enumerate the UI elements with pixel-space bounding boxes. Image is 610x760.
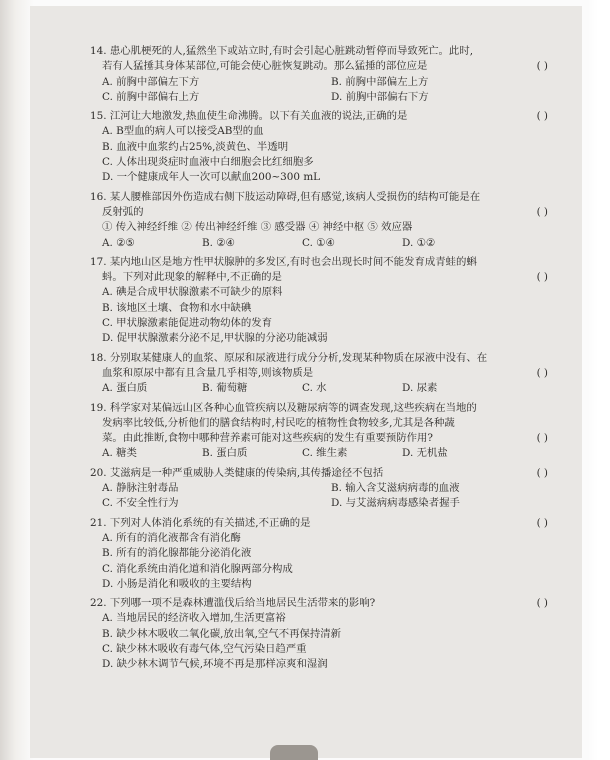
option: D. 一个健康成年人一次可以献血200~300 mL — [102, 171, 321, 184]
option: C. 缺少林木吸收有毒气体,空气污染日趋严重 — [102, 642, 307, 655]
question-stem-line: 菜。由此推断,食物中哪种营养素可能对这些疾病的发生有重要预防作用? ( ) — [90, 431, 560, 446]
option: B. 蛋白质 — [202, 447, 248, 460]
question-stem-line: 发病率比较低,分析他们的膳食结构时,村民吃的植物性食物较多,尤其是各种蔬 — [102, 416, 455, 429]
option: A. 静脉注射毒品 — [102, 482, 179, 495]
option: C. 消化系统由消化道和消化腺两部分构成 — [102, 562, 293, 575]
option: B. 缺少林木吸收二氧化碳,放出氧,空气不再保持清新 — [102, 627, 342, 640]
question-17 — [90, 255, 560, 347]
answer-bracket: ( ) — [536, 110, 548, 123]
option: C. 维生素 — [302, 447, 348, 460]
option: A. 所有的消化液都含有消化酶 — [102, 531, 241, 544]
option: A. 前胸中部偏左下方 — [102, 75, 200, 88]
answer-bracket: ( ) — [536, 366, 548, 379]
question-16 — [90, 190, 560, 251]
option: D. 缺少林木调节气候,环境不再是那样凉爽和湿润 — [102, 658, 328, 671]
option: C. 水 — [302, 382, 327, 395]
option: D. 促甲状腺激素分泌不足,甲状腺的分泌功能减弱 — [102, 332, 328, 345]
option: B. ②④ — [202, 236, 235, 249]
question-20 — [90, 466, 560, 512]
option: D. ①② — [402, 236, 436, 249]
question-stem-line: 20. 艾滋病是一种严重威胁人类健康的传染病,其传播途径不包括 ( ) — [90, 466, 560, 481]
question-15 — [90, 109, 560, 185]
option: B. 葡萄糖 — [202, 382, 248, 395]
options — [90, 481, 560, 512]
option: A. 糖类 — [102, 447, 137, 460]
question-stem-line: 22. 下列哪一项不是森林遭滥伐后给当地居民生活带来的影响? ( ) — [90, 596, 560, 611]
options — [90, 236, 560, 251]
options — [90, 381, 560, 396]
answer-bracket: ( ) — [536, 466, 548, 479]
answer-bracket: ( ) — [536, 205, 548, 218]
answer-bracket: ( ) — [536, 271, 548, 284]
option: A. B型血的病人可以接受AB型的血 — [102, 125, 264, 138]
options — [90, 446, 560, 461]
option: C. 人体出现炎症时血液中白细胞会比红细胞多 — [102, 156, 314, 169]
option: B. 血液中血浆约占25%,淡黄色、半透明 — [102, 140, 289, 153]
option: C. 甲状腺激素能促进动物幼体的发育 — [102, 317, 273, 330]
answer-bracket: ( ) — [536, 60, 548, 73]
option: B. 前胸中部偏左上方 — [331, 75, 429, 88]
option: D. 无机盐 — [402, 447, 448, 460]
question-19 — [90, 401, 560, 462]
option: D. 小肠是消化和吸收的主要结构 — [102, 577, 252, 590]
option: A. 碘是合成甲状腺激素不可缺少的原料 — [102, 286, 283, 299]
question-18 — [90, 351, 560, 397]
option: D. 与艾滋病病毒感染者握手 — [331, 497, 460, 510]
answer-bracket: ( ) — [536, 516, 548, 529]
scan-edge — [588, 0, 610, 760]
question-stem-line: 15. 江河让大地激发,热血使生命沸腾。以下有关血液的说法,正确的是 ( ) — [90, 109, 560, 124]
question-stem-line: 18. 分别取某健康人的血浆、原尿和尿液进行成分分析,发现某种物质在尿液中没有、在 — [90, 351, 488, 364]
question-stem-line: 21. 下列对人体消化系统的有关描述,不正确的是 ( ) — [90, 516, 560, 531]
question-stem-line: 血浆和原尿中都有且含量几乎相等,则该物质是 ( ) — [90, 366, 560, 381]
options — [90, 75, 560, 106]
option: A. 蛋白质 — [102, 382, 148, 395]
question-stem-line: 反射弧的 ( ) — [90, 205, 560, 220]
answer-bracket: ( ) — [536, 597, 548, 610]
option: B. 所有的消化腺都能分泌消化液 — [102, 547, 252, 560]
question-stem-line: 蚪。下列对此现象的解释中,不正确的是 ( ) — [90, 270, 560, 285]
option: C. ①④ — [302, 236, 335, 249]
option: A. 当地居民的经济收入增加,生活更富裕 — [102, 612, 286, 625]
question-stem-line: 14. 患心肌梗死的人,猛然坐下或站立时,有时会引起心脏跳动暂停而导致死亡。此时, — [90, 45, 474, 57]
question-21 — [90, 516, 560, 592]
option: C. 不安全性行为 — [102, 497, 179, 510]
option: D. 前胸中部偏右下方 — [331, 90, 429, 103]
option: B. 输入含艾滋病病毒的血液 — [331, 482, 460, 495]
scan-shadow — [0, 0, 34, 760]
question-stem-line: 16. 某人腰椎部因外伤造成右侧下肢运动障碍,但有感觉,该病人受损伤的结构可能是在 — [90, 190, 481, 203]
option: D. 尿素 — [402, 382, 438, 395]
structure-list: ① 传入神经纤维 ② 传出神经纤维 ③ 感受器 ④ 神经中枢 ⑤ 效应器 — [102, 221, 413, 234]
option: B. 该地区土壤、食物和水中缺碘 — [102, 301, 252, 314]
question-list — [90, 44, 560, 673]
question-stem-line: 若有人猛捶其身体某部位,可能会使心脏恢复跳动。那么猛捶的部位应是 ( ) — [90, 59, 560, 74]
option: A. ②⑤ — [102, 236, 135, 249]
page-number-tab — [270, 745, 318, 760]
option: C. 前胸中部偏右上方 — [102, 90, 200, 103]
answer-bracket: ( ) — [536, 432, 548, 445]
question-stem-line: 19. 科学家对某偏远山区各种心血管疾病以及糖尿病等的调查发现,这些疾病在当地的 — [90, 401, 477, 414]
question-14 — [90, 44, 560, 105]
question-stem-line: 17. 某内地山区是地方性甲状腺肿的多发区,有时也会出现长时间不能发育成青蛙的蝌 — [90, 255, 477, 268]
question-22 — [90, 596, 560, 672]
